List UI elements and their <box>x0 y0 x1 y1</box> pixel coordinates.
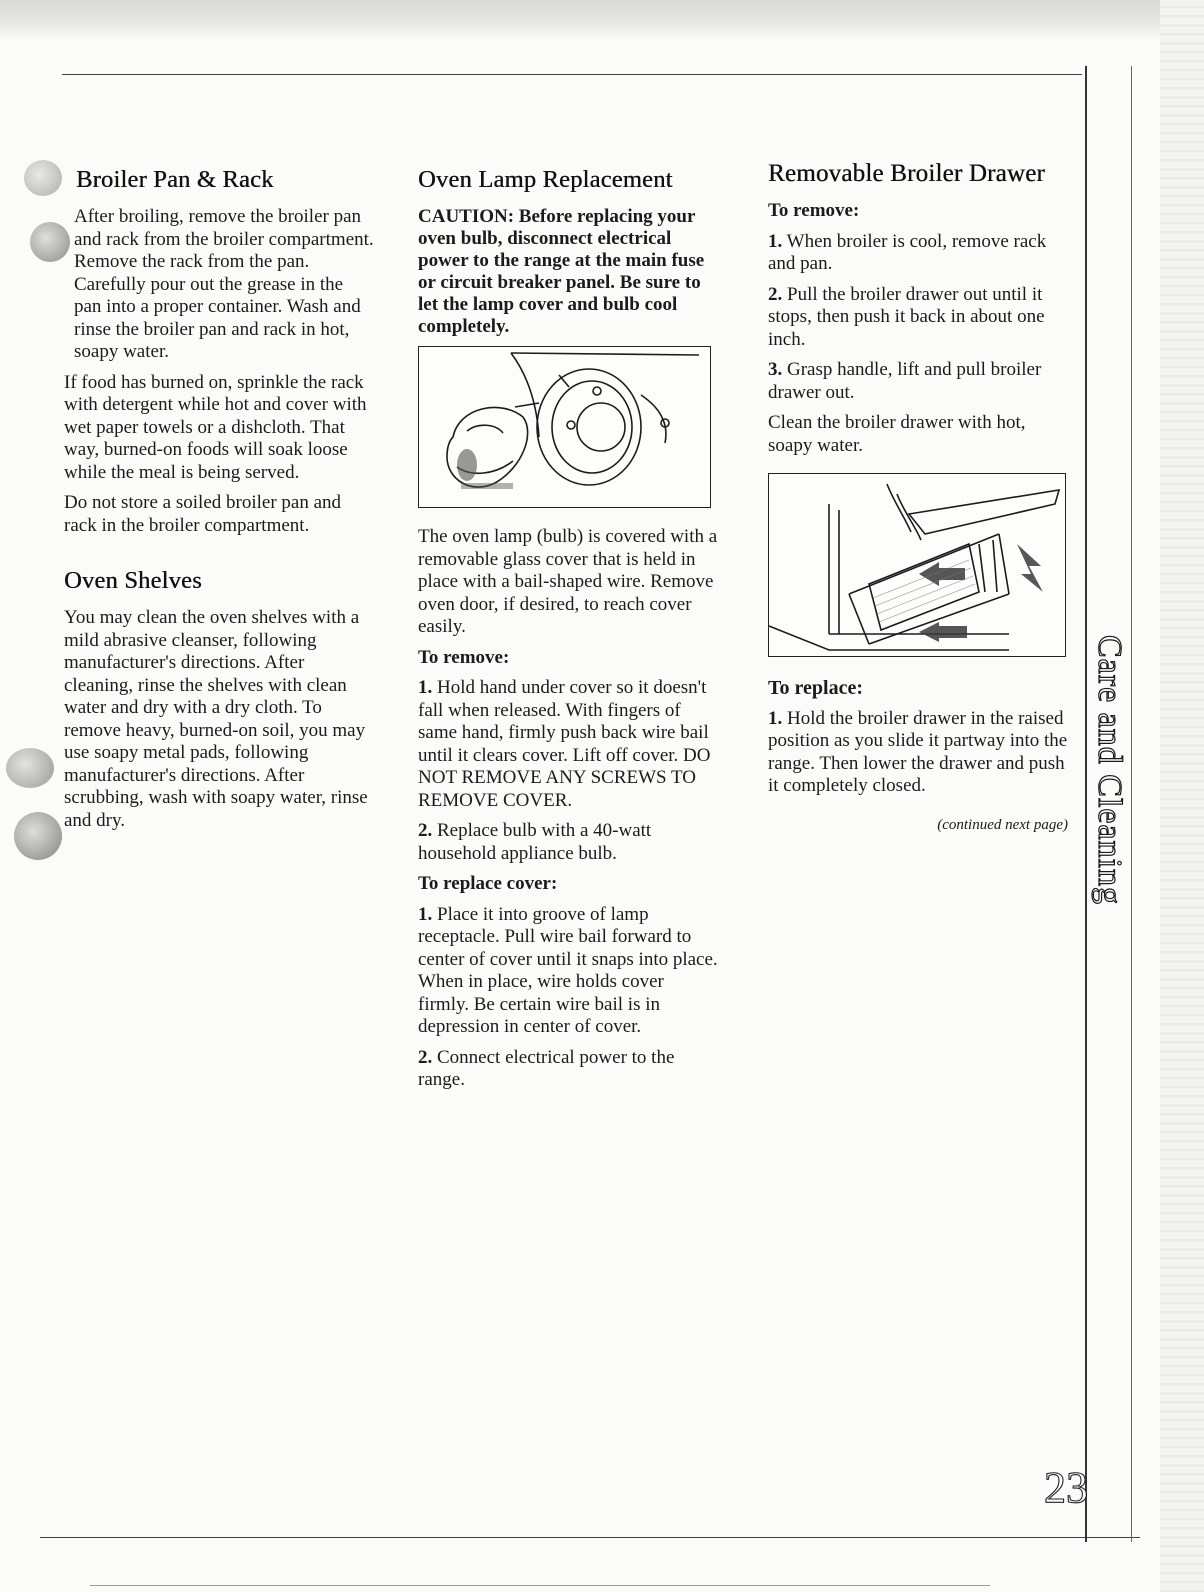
step-text: Pull the broiler drawer out until it stops, then push it back in about one inch. <box>768 283 1045 350</box>
step-number: 2. <box>768 283 783 305</box>
step-text: Replace bulb with a 40-watt household appliance bulb. <box>418 820 652 864</box>
column-broiler-pan <box>64 166 374 840</box>
step-number: 2. <box>418 1046 433 1068</box>
oven-shelves-paragraph: You may clean the oven shelves with a mild abrasive cleanser, following manufacturer's directions. After cleaning, rinse the shelves with clean water and dry with a dry cloth. To remove heavy, burned-on soil, you may use soapy metal pads, following manufacturer's directions. After scrubbing, wash with soapy water, rinse and dry. <box>64 607 368 831</box>
broiler-drawer-illustration <box>768 473 1066 657</box>
broiler-pan-paragraph-1: After broiling, remove the broiler pan and rack from the broiler compartment. Remove the rack from the pan. Carefully pour out the grease in the pan into a proper container. Wash and rinse the broiler pan and rack in hot, soapy water. <box>74 206 374 362</box>
continued-next-page: (continued next page) <box>937 816 1068 833</box>
step-text: Hold the broiler drawer in the raised position as you slide it partway into the range. Then lower the drawer and push it completely closed. <box>768 707 1068 796</box>
oven-lamp-illustration <box>418 346 711 508</box>
oven-shelves-title: Oven Shelves <box>64 567 202 594</box>
oven-lamp-remove-step-2 <box>418 820 718 865</box>
bottom-rule-secondary <box>90 1585 990 1586</box>
oven-lamp-caution: CAUTION: Before replacing your oven bulb, disconnect electrical power to the range at the main fuse or circuit breaker panel. Be sure to let the lamp cover and bulb cool completely. <box>418 206 705 337</box>
section-tab-care-and-cleaning <box>1087 600 1131 940</box>
column-broiler-drawer <box>768 160 1068 836</box>
step-number: 1. <box>418 677 433 698</box>
broiler-drawer-title: Removable Broiler Drawer <box>768 160 1045 187</box>
oven-lamp-remove-heading: To remove: <box>418 646 510 668</box>
step-text: Connect electrical power to the range. <box>418 1046 675 1090</box>
section-tab-label: Care and Cleaning <box>1091 634 1128 906</box>
oven-lamp-replace-step-1 <box>418 904 718 1039</box>
binder-hole-1 <box>24 160 62 196</box>
scan-edge-top <box>0 0 1204 40</box>
page-number: 23 <box>1044 1463 1088 1512</box>
step-number: 1. <box>768 707 783 729</box>
right-rule-outer <box>1131 66 1132 1542</box>
scan-edge-right <box>1160 0 1204 1592</box>
broiler-drawer-replace-step-1 <box>768 708 1068 798</box>
bottom-rule <box>40 1537 1140 1538</box>
broiler-drawer-remove-heading: To remove: <box>768 200 860 221</box>
broiler-drawer-step-3 <box>768 359 1068 404</box>
binder-hole-3 <box>6 748 54 788</box>
step-text: Place it into groove of lamp receptacle. Pull wire bail forward to center of cover until it snaps into place. When in place, wire holds cover firmly. Be certain wire bail is in depression in center of cover. <box>418 903 718 1037</box>
oven-lamp-remove-step-1 <box>418 677 718 812</box>
step-number: 1. <box>768 230 783 252</box>
binder-hole-4 <box>14 812 62 860</box>
broiler-drawer-drawing <box>769 474 1065 656</box>
step-number: 3. <box>768 359 783 380</box>
column-oven-lamp <box>418 166 718 1100</box>
oven-lamp-title: Oven Lamp Replacement <box>418 166 673 193</box>
step-text: Hold hand under cover so it doesn't fall when released. With fingers of same hand, firmly push back wire bail until it clears cover. Lift off cover. DO NOT REMOVE ANY SCREWS TO REMOVE COVER. <box>418 677 711 811</box>
broiler-pan-paragraph-2: If food has burned on, sprinkle the rack with detergent while hot and cover with wet paper towels or a dishcloth. That way, burned-on foods will soak loose while the meal is being served. <box>64 371 367 483</box>
broiler-drawer-step-2 <box>768 284 1068 352</box>
broiler-pan-paragraph-3: Do not store a soiled broiler pan and rack in the broiler compartment. <box>64 492 342 536</box>
broiler-drawer-replace-heading: To replace: <box>768 677 863 699</box>
broiler-drawer-step-1 <box>768 231 1068 276</box>
step-text: Grasp handle, lift and pull broiler drawer out. <box>768 359 1042 403</box>
oven-lamp-description: The oven lamp (bulb) is covered with a removable glass cover that is held in place with a bail-shaped wire. Remove oven door, if desired, to reach cover easily. <box>418 526 718 637</box>
top-rule <box>62 74 1082 75</box>
step-number: 1. <box>418 903 433 925</box>
lamp-cover-drawing <box>419 347 710 507</box>
broiler-pan-title: Broiler Pan & Rack <box>76 166 274 193</box>
step-text: When broiler is cool, remove rack and pan. <box>768 230 1047 274</box>
step-number: 2. <box>418 820 433 841</box>
oven-lamp-replace-heading: To replace cover: <box>418 873 558 894</box>
broiler-drawer-clean: Clean the broiler drawer with hot, soapy water. <box>768 412 1026 456</box>
oven-lamp-replace-step-2 <box>418 1047 718 1092</box>
